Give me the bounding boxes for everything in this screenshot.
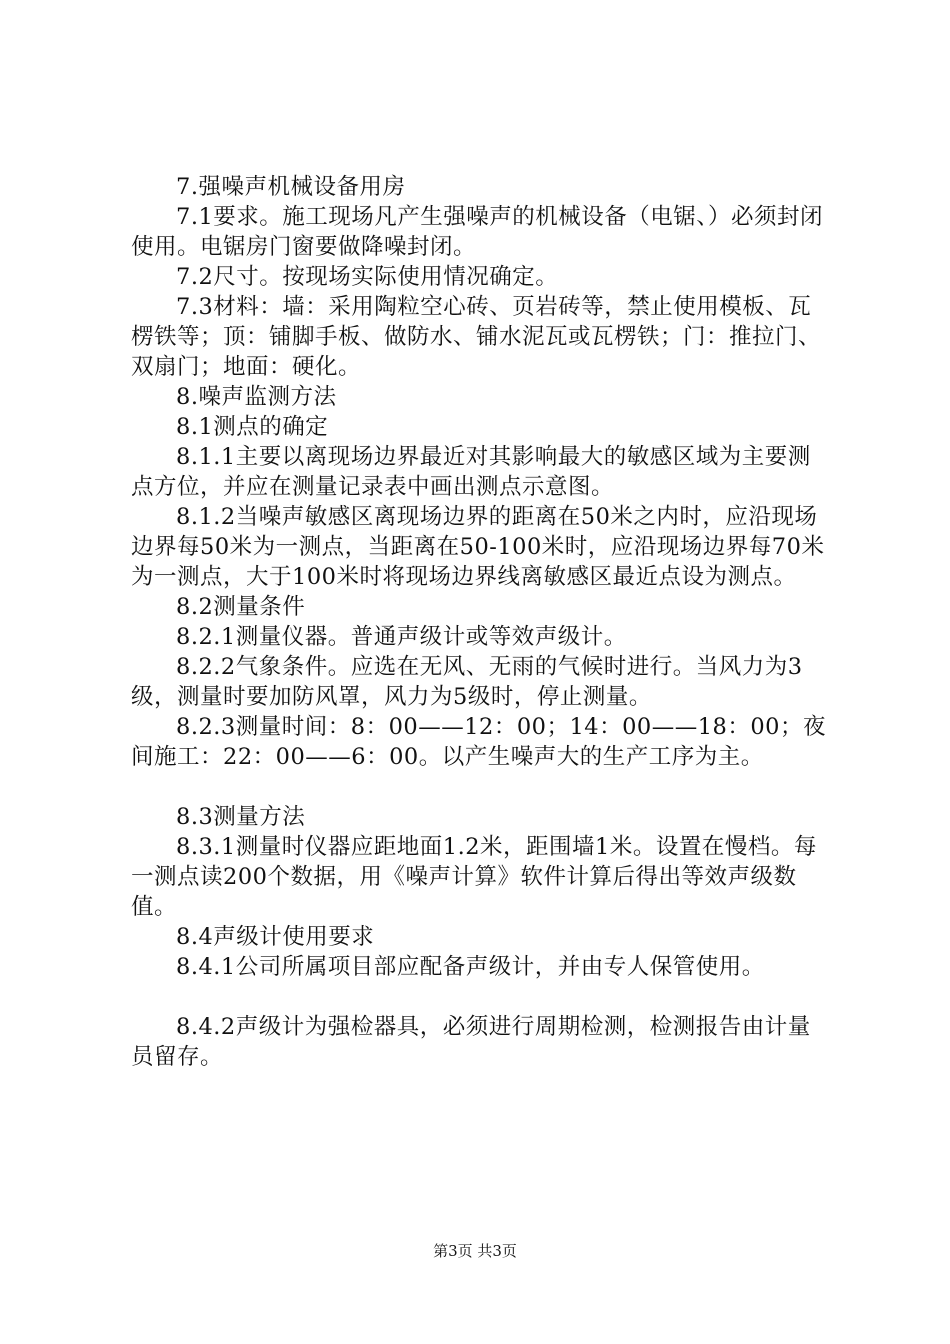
paragraph-8-3-1: 8.3.1测量时仪器应距地面1.2米，距围墙1米。设置在慢档。每一测点读200个数据，用《噪声计算》软件计算后得出等效声级数值。 bbox=[131, 834, 817, 920]
paragraph-8-2-2: 8.2.2气象条件。应选在无风、无雨的气候时进行。当风力为3级，测量时要加防风罩，风力为5级时，停止测量。 bbox=[131, 654, 803, 710]
heading-8-1: 8.1测点的确定 bbox=[176, 414, 329, 440]
heading-8-2: 8.2测量条件 bbox=[176, 594, 306, 620]
heading-8-3: 8.3测量方法 bbox=[176, 804, 306, 830]
paragraph-7-3: 7.3材料：墙：采用陶粒空心砖、页岩砖等，禁止使用模板、瓦楞铁等；顶：铺脚手板、做防水、铺水泥瓦或瓦楞铁；门：推拉门、双扇门；地面：硬化。 bbox=[131, 294, 822, 380]
page-footer: 第3页 共3页 bbox=[433, 1242, 517, 1260]
paragraph-8-2-1: 8.2.1测量仪器。普通声级计或等效声级计。 bbox=[176, 624, 627, 650]
heading-8: 8.噪声监测方法 bbox=[176, 384, 337, 410]
paragraph-8-4-1: 8.4.1公司所属项目部应配备声级计，并由专人保管使用。 bbox=[176, 954, 765, 980]
heading-7: 7.强噪声机械设备用房 bbox=[176, 174, 406, 200]
document-body bbox=[131, 172, 831, 1072]
paragraph-7-2: 7.2尺寸。按现场实际使用情况确定。 bbox=[176, 264, 559, 290]
paragraph-8-2-3: 8.2.3测量时间：8：00——12：00；14：00——18：00；夜间施工：22：00——6：00。以产生噪声大的生产工序为主。 bbox=[131, 714, 826, 770]
paragraph-7-1: 7.1要求。施工现场凡产生强噪声的机械设备（电锯、）必须封闭使用。电锯房门窗要做降噪封闭。 bbox=[131, 204, 824, 260]
paragraph-8-4-2: 8.4.2声级计为强检器具，必须进行周期检测，检测报告由计量员留存。 bbox=[131, 1014, 811, 1070]
paragraph-8-1-1: 8.1.1主要以离现场边界最近对其影响最大的敏感区域为主要测点方位，并应在测量记录表中画出测点示意图。 bbox=[131, 444, 811, 500]
paragraph-8-1-2: 8.1.2当噪声敏感区离现场边界的距离在50米之内时，应沿现场边界每50米为一测点，当距离在50-100米时，应沿现场边界每70米为一测点，大于100米时将现场边界线离敏感区最近点设为测点。 bbox=[131, 504, 825, 590]
heading-8-4: 8.4声级计使用要求 bbox=[176, 924, 375, 950]
